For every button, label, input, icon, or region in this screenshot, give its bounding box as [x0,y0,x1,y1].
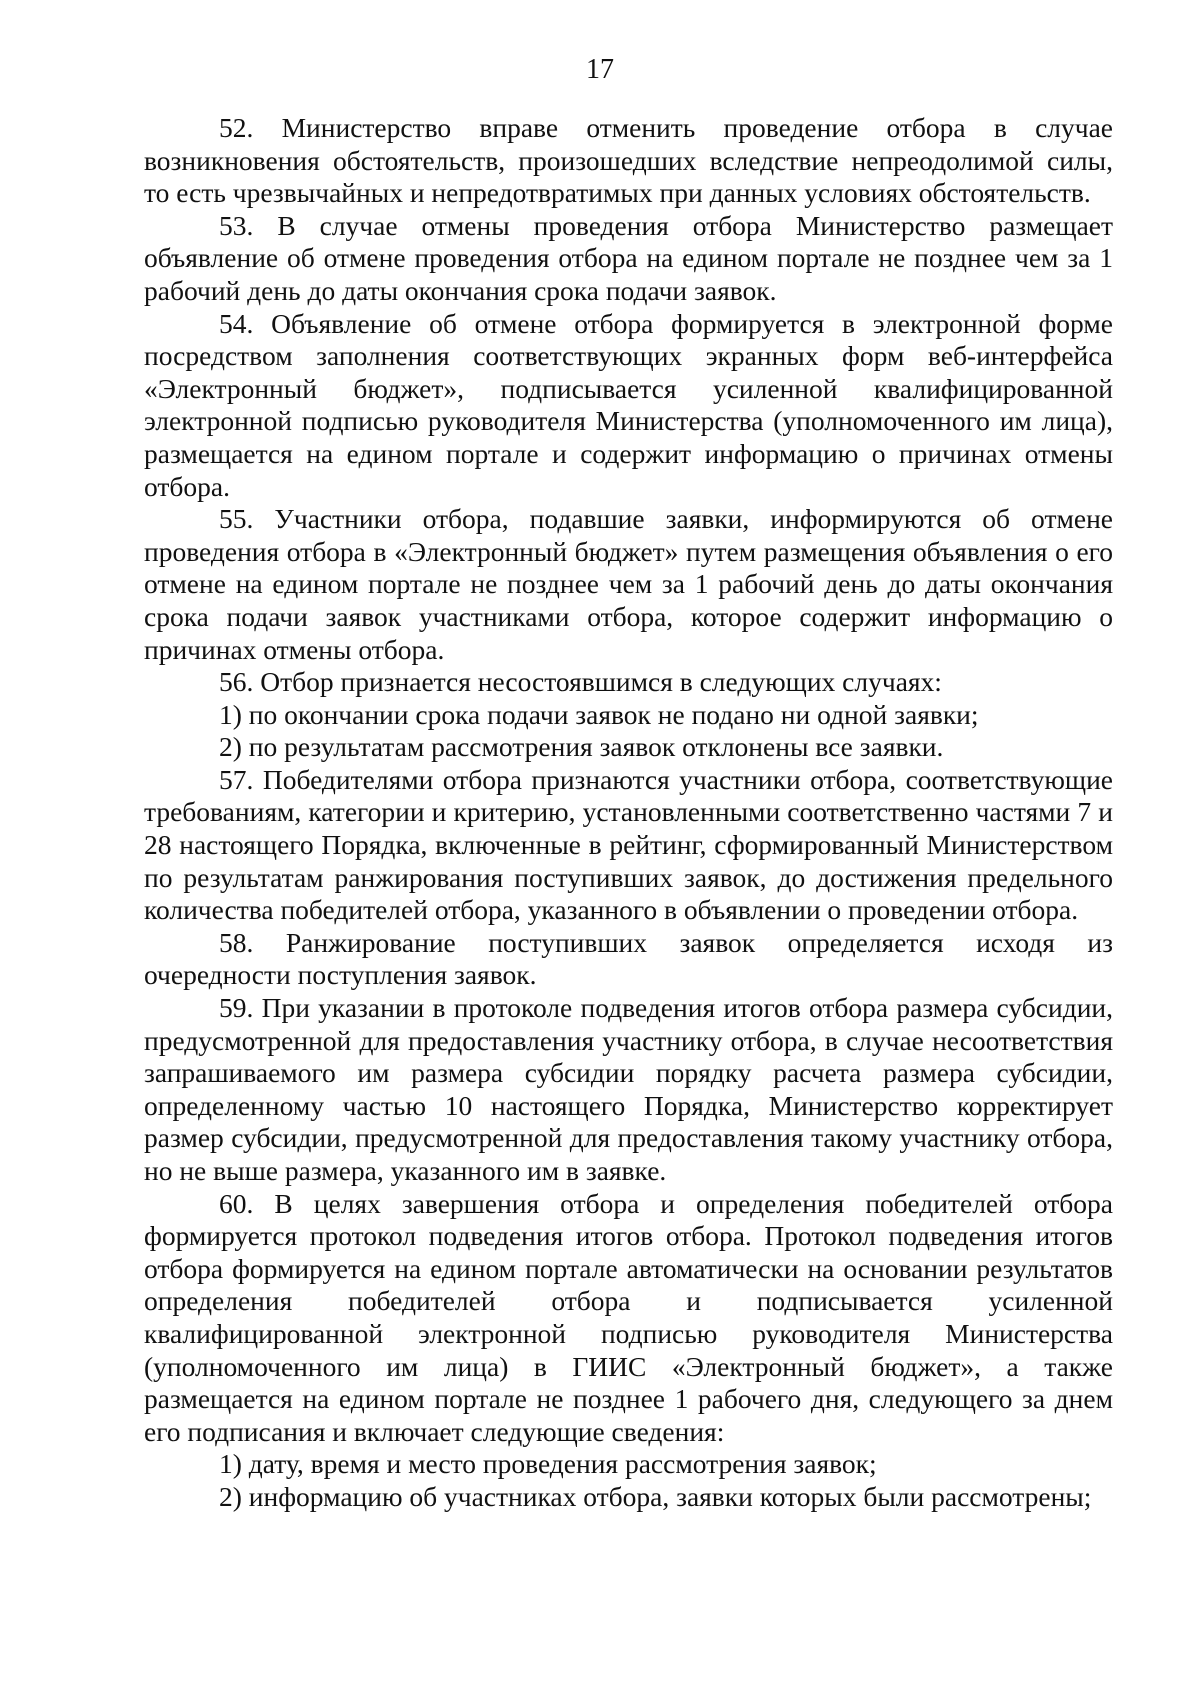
list-item-60-2: 2) информацию об участниках отбора, заявки которых были рассмотрены; [219,1480,1092,1512]
paragraph-57: 57. Победителями отбора признаются участники отбора, соответствующие требованиям, категории и критерию, установленными соответственно частями 7 и 28 настоящего Порядка, включенные в рейтинг, сформированный Министерством по результатам ранжирования поступивших заявок, до достижения предельного количества победителей отбора, указанного в объявлении о проведении отбора. [144,763,1113,926]
paragraph-60: 60. В целях завершения отбора и определения победителей отбора формируется протокол подведения итогов отбора. Протокол подведения итогов отбора формируется на едином портале автоматически на основании результатов определения победителей отбора и подписывается усиленной квалифицированной электронной подписью руководителя Министерства (уполномоченного им лица) в ГИИС «Электронный бюджет», а также размещается на едином портале не позднее 1 рабочего дня, следующего за днем его подписания и включает следующие сведения: [144,1187,1113,1447]
paragraph-54: 54. Объявление об отмене отбора формируется в электронной форме посредством заполнения соответствующих экранных форм веб-интерфейса «Электронный бюджет», подписывается усиленной квалифицированной электронной подписью руководителя Министерства (уполномоченного им лица), размещается на едином портале и содержит информацию о причинах отмены отбора. [144,307,1113,502]
list-item-56-2: 2) по результатам рассмотрения заявок отклонены все заявки. [219,731,944,763]
paragraph-52: 52. Министерство вправе отменить проведение отбора в случае возникновения обстоятельств, произошедших вследствие непреодолимой силы, то есть чрезвычайных и непредотвратимых при данных условиях обстоятельств. [144,112,1113,209]
paragraph-55: 55. Участники отбора, подавшие заявки, информируются об отмене проведения отбора в «Электронный бюджет» путем размещения объявления о его отмене на едином портале не позднее чем за 1 рабочий день до даты окончания срока подачи заявок участниками отбора, которое содержит информацию о причинах отмены отбора. [144,503,1113,665]
paragraph-59: 59. При указании в протоколе подведения итогов отбора размера субсидии, предусмотренной для предоставления участнику отбора, в случае несоответствия запрашиваемого им размера субсидии порядку расчета размера субсидии, определенному частью 10 настоящего Порядка, Министерство корректирует размер субсидии, предусмотренной для предоставления такому участнику отбора, но не выше размера, указанного им в заявке. [144,992,1113,1186]
list-item-56-1: 1) по окончании срока подачи заявок не подано ни одной заявки; [219,698,979,730]
paragraph-56: 56. Отбор признается несостоявшимся в следующих случаях: [219,666,942,698]
document-body [144,112,1113,1514]
paragraph-58: 58. Ранжирование поступивших заявок определяется исходя из очередности поступления заявок. [144,926,1113,991]
paragraph-53: 53. В случае отмены проведения отбора Министерство размещает объявление об отмене проведения отбора на едином портале не позднее чем за 1 рабочий день до даты окончания срока подачи заявок. [144,209,1113,306]
page-number: 17 [586,54,614,85]
list-item-60-1: 1) дату, время и место проведения рассмотрения заявок; [219,1448,877,1480]
